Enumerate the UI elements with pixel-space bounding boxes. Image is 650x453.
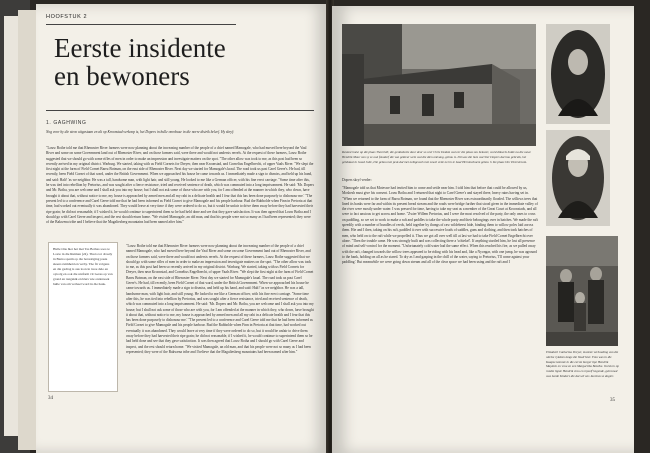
left-page <box>36 4 328 453</box>
intro-paragraph: Nog voor hy die stroo uitgestaan en alt op Kroonstad verkoop is, het Dopers in hulle onrobuse in die norre distrik beleef. Hy skryf: <box>46 130 235 134</box>
body-paragraph-continued: "Louw Bothe told me that Rhenoster River farmers were now planning about the increasing number of the people of a chief named Mamogale, who had moved here beyond the Vaal River and some on some Government land out of Rhenoster River, and on those farmers said, were there and would not undersis rerrels. At the request of these farmers, Louw Bothe suggested that we should go with some rifles of men in order to make an impression and investigate matters on the spot. "The other allow was took to me, as this post had been so recently arrived in my original district. Warburg. We started, taking with us Field Cornets for Dreyer, then near Kroonstad, and Cornelius Engelbrecht, of upper Vaals River. "We slept the first night at the farm of Field Cornet Barru Botman, on the east side of Rhenoster River. Next day we started for Mamogale's kraal. The road took us past Carel Geere's. He had, till recently, been Field Cornet of that ward, under the British Government. When we approached his house he came towards us. I immediately made a sign to dismiss, and held up his hand, and said: Halt! 'as we neighbor. He was a tall, handsome man, with light hair, and still young. He looked to me like a German officer, with his fine erect carriage. "Some time after this, he was tied into rebellion by Pretorius, and was sought after a fierce resistance, tried and received sentence of death, which was commuted into a long imprisonment. He said: 'Mr. Dopers and Mr. Botha, you are welcome and I shall ask you into my house; but I shall not ask some of those who are with you, for I am offended at the manner in which they, who down, have brought it about that, without notice to me, my house is approached by armed men and all my rabi in a delicate health and I fear that this has been done purposely to dishonour me.' "The present led to a conference and Carel Geere told me that he had been informed as Field Cornet to give Mamogale and his people harbour. Bud the Rubbolde when Finn in Pretoria at that time, had worked out eventually it was abandoned. They would leave at very time if they were ordered to do so, but it would be unfair to drive them away before they had harvested their ripe grain; he did not reasonable, if I wished it, he would continue to superintend them so he had held done and see that they gave satisfaction. It was then agreed that Louw Botha and I should go with Carel Geere and inspect, and the rest should return home. "We visited Mamogale, an old man, and that his people were not so many as I had been represented; they were of the Bakwena tribe and I believe that the Magaliesberg mountains had been named after him." <box>126 244 314 354</box>
body-text-upper <box>46 146 314 242</box>
chapter-title-line2: en bewoners <box>54 61 190 91</box>
chapter-rule-top <box>46 24 236 25</box>
portrait-man <box>546 24 610 124</box>
house-photo-caption: Restant huise op die plaas Thornhill, die geskiedenis duur deur so veel Chris Dedam wat eer die plaas seu bekoort, word dikwels hulde na die ouwe Hendrik Muur van sy se ook fotodarf die van gekleur wele wat die dien ontvang, gebou is. Dit was die huis wat Sier Dopers dat hou gebruik, het geldstaat in Goud Julie, Die gebou met peul-dal met nelkgewels met sowel vette net in te haal Hernmelnoem gebou 'n bie plaas Om Vleerstroom. <box>342 150 531 164</box>
portrait-woman <box>546 130 610 226</box>
right-page <box>332 6 634 453</box>
portrait-caption: Elizabeth Catharina Dreyer, mooiste verhouding van die uitelse rykdom langs die Vaalrivier. Foto was in die Kaapse kolonie in die eerste burger tipe Hendrik Maydem en vrou en een Margaritha Botelke. Oorsk in op rondte ligste Hendrik vrou en myself hegende, getrouwd was harde Kinders die dat wil ons Jacobus se dogter. <box>546 350 619 378</box>
portrait-woman-image <box>546 130 610 226</box>
body-text-right <box>342 186 538 400</box>
section-heading: 1. GAGHWING <box>46 120 87 126</box>
title-rule <box>46 110 314 111</box>
body-paragraph-right: "Mamogale told us that Moteswe had invited him to come and settle near him. I told him that before that could be allowed by us, Moshesh must give his consent. Louw Botha and I returned that night to Carel Geere's and stayed there, heavy rains having set in. "When we returned to the farm of Barru Botman, we found that the Rhenoster River was extraordinarily flooded. The willows trees that lined its banks were far and within its present bread stream and the roads were bridge further that stood given in the immediate valley of the river were mostly under water. I was pressed for time, having to take my seat as a member of the Great Court at Kroonstads, and all were to fact anxious to get across and home. "Zwier Willem Pretorius, and I were the most resolved of the party, the only ones to cross on paddling, so we set to work to make a raft and paddles to take the whole party and their belongings over in batches. We made the raft speedily with a number of bundles of reeds, held together by thongs of raw wildebeest hide, binding them to willow poles laid across them. Hie and I then, taking on his raft, paddled it over with successive loads of saddles, guns and clothing, and then took batches of men, who held on to the raft while we propelled it. Thus we got all over well till at last we had to take Field Cornet Engelbrecht over alone. "Then the trouble came. He was strongly built and was collecting there a 'schiekel'. If anything startled him, he lost all presence of mind and self-control for the moment. "Unfortunately cold water had the same effect. When this reached his fire, as we pulled away with the raft, changed towards the willow trees appeared to be riding with his head and, like a Nyongar, with one jump, he was aground to the bank, holding on all as he stared. To dry as I and gasping in the chill of the water, saying to Pretorius, 'I'll come against your paddling.' But meanwhile we were going down stream and all of the clear space we had been using and the raft and I <box>342 186 538 265</box>
family-photograph <box>546 236 618 346</box>
body-paragraph: "Louw Bothe told me that Rhenoster River farmers were now planning about the increasing number of the people of a chief named Mamogale, who had moved here beyond the Vaal River and some on some Government land out of Rhenoster River, and on those farmers said, were there and would not undersis rerrels. At the request of these farmers, Louw Bothe suggested that we should go with some rifles of men in order to make an impression and investigate matters on the spot. "The other allow was took to me, as this post had been so recently arrived in my original district. Warburg. We started, taking with us Field Cornets for Dreyer, then near Kroonstad, and Cornelius Engelbrecht, of upper Vaals River. "We slept the first night at the farm of Field Cornet Barru Botman, on the east side of Rhenoster River. Next day we started for Mamogale's kraal. The road took us past Carel Geere's. He had, till recently, been Field Cornet of that ward, under the British Government. When we approached his house he came towards us. I immediately made a sign to dismiss, and held up his hand, and said: Halt! 'as we neighbor. He was a tall, handsome man, with light hair, and still young. He looked to me like a German officer, with his fine erect carriage. "Some time after this, he was tied into rebellion by Pretorius, and was sought after a fierce resistance, tried and received sentence of death, which was commuted into a long imprisonment. He said: 'Mr. Dopers and Mr. Botha, you are welcome and I shall ask you into my house; but I shall not ask some of those who are with you, for I am offended at the manner in which they, who down, have brought it about that, without notice to me, my house is approached by armed men and all my rabi in a delicate health and I fear that this has been done purposely to dishonour me.' "The present led to a conference and Carel Geere told me that he had been informed as Field Cornet to give Mamogale and his people harbour. Bud the Rubbolde when Finn in Pretoria at that time, had worked out eventually it was abandoned. They would leave at very time if they were ordered to do so, but it would be unfair to drive them away before they had harvested their ripe grain; he did not reasonable, if I wished it, he would continue to superintend them so he had held done and see that they gave satisfaction. It was then agreed that Louw Botha and I should go with Carel Geere and inspect, and the rest should return home. "We visited Mamogale, an old man, and that his people were not so many as I had been represented; they were of the Bakwena tribe and I believe that the Magaliesberg mountains had been named after him." <box>46 146 314 225</box>
sidebar-note <box>48 242 118 392</box>
body-text-lower <box>126 244 314 394</box>
page-number-left: 34 <box>48 396 53 401</box>
body-intro: Dopers skryf verder: <box>342 178 372 182</box>
sidebar-text: Hulle Ons hier het met Tas Bothes soos te Louw in die Ruimen (24). Thu is tot drosdy in Berna sparm op die bevestiging pasie skaars ruimheid en verby. The fir volgens en die gedrag is aus loon in twee dele en opvolg en ook die uniform vir Geres op van grond en rangskik en lêers wie ondersoek hulle van om verbeel word in die haak. <box>53 247 113 286</box>
house-photo-image <box>342 24 536 146</box>
chapter-title-line1: Eerste insidente <box>54 33 226 63</box>
portrait-man-image <box>546 24 610 124</box>
chapter-title <box>54 34 314 90</box>
chapter-label: HOOFSTUK 2 <box>46 14 88 20</box>
page-number-right: 35 <box>610 398 615 403</box>
family-photo-image <box>546 236 618 346</box>
house-photograph <box>342 24 536 146</box>
